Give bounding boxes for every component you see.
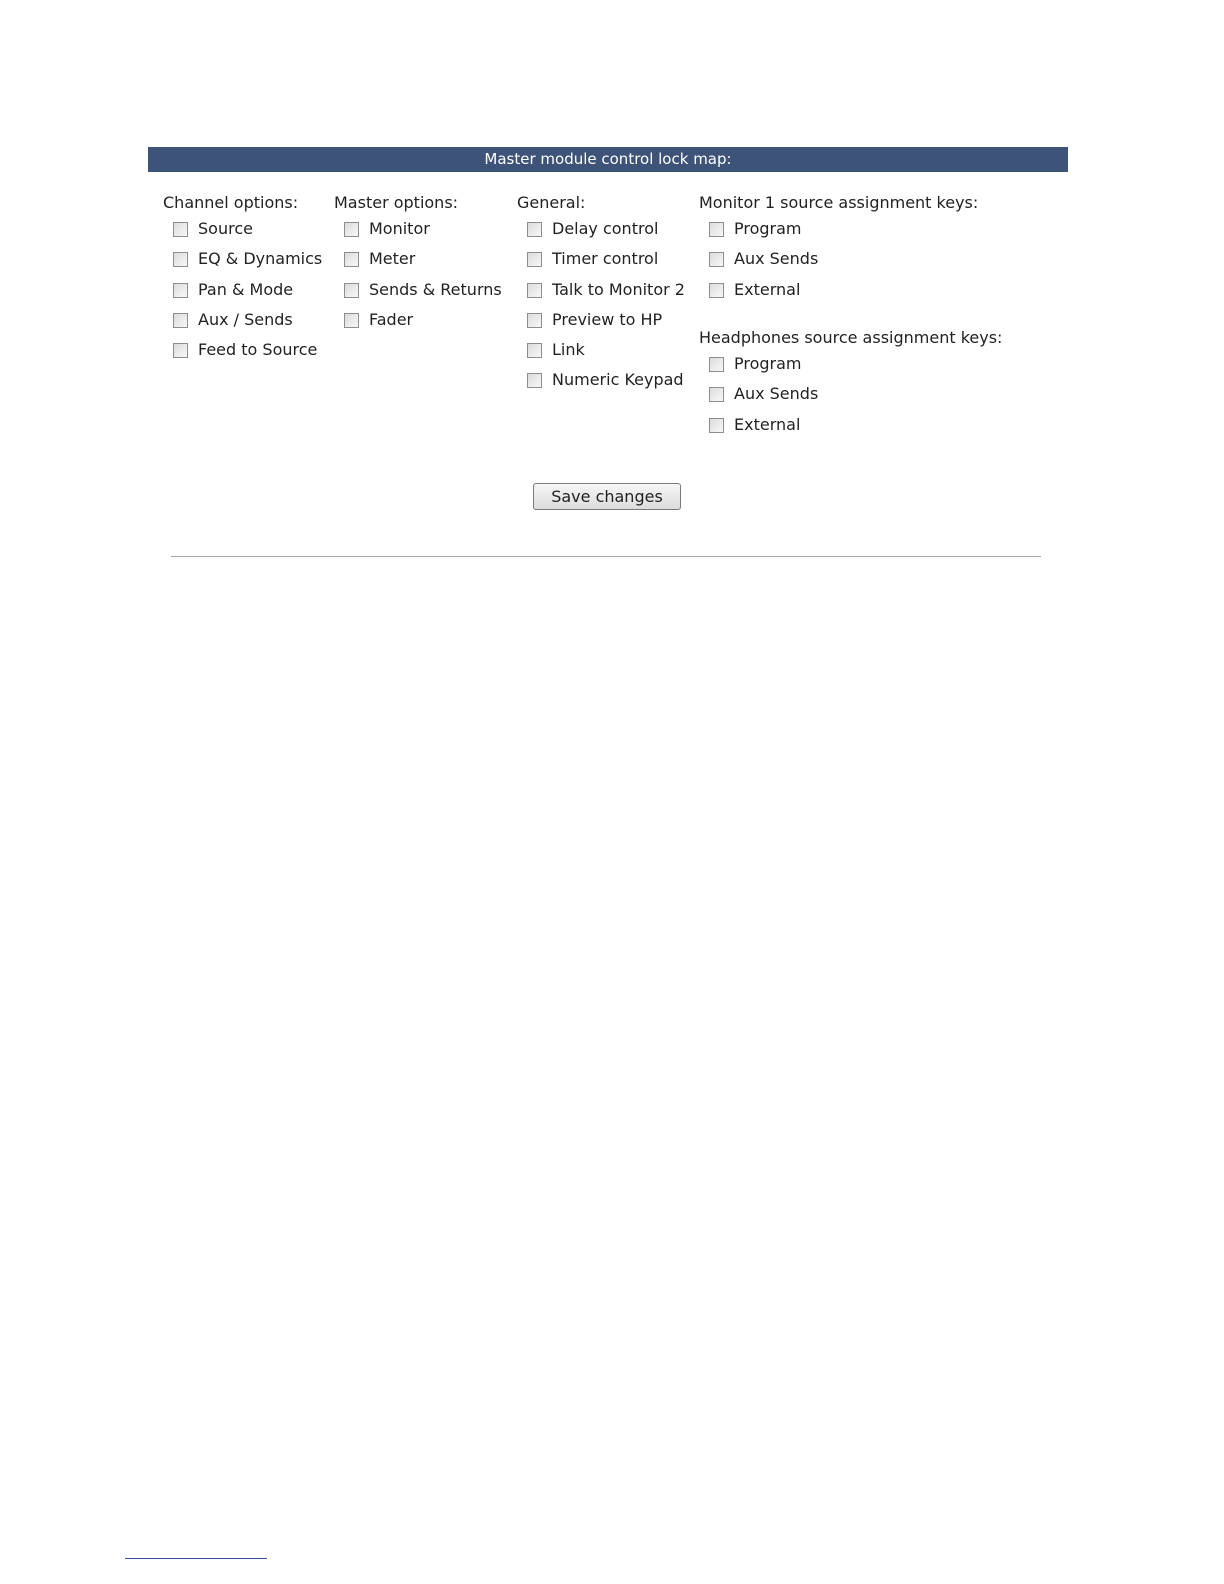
monitor1-source-group: [699, 193, 978, 310]
option-monitor1-aux-sends[interactable]: [709, 249, 978, 279]
talk-to-monitor-2-checkbox[interactable]: [527, 283, 542, 298]
section-divider: [171, 556, 1041, 557]
preview-to-hp-checkbox[interactable]: [527, 313, 542, 328]
option-label: Numeric Keypad: [552, 370, 684, 390]
option-label: Pan & Mode: [198, 279, 294, 299]
group-title: Headphones source assignment keys:: [699, 328, 1003, 347]
eq-dynamics-checkbox[interactable]: [173, 252, 188, 267]
group-title: Master options:: [334, 193, 459, 212]
group-title: General:: [517, 193, 586, 212]
channel-options-group: [163, 193, 322, 370]
sends-returns-checkbox[interactable]: [344, 283, 359, 298]
option-label: Talk to Monitor 2: [552, 279, 685, 299]
option-label: Aux / Sends: [198, 309, 293, 329]
monitor1-program-checkbox[interactable]: [709, 222, 724, 237]
feed-to-source-checkbox[interactable]: [173, 343, 188, 358]
option-numeric-keypad[interactable]: [527, 370, 685, 400]
headphones-program-checkbox[interactable]: [709, 357, 724, 372]
headphones-aux-sends-checkbox[interactable]: [709, 387, 724, 402]
option-label: Timer control: [552, 249, 659, 269]
option-headphones-external[interactable]: [709, 415, 1002, 445]
option-label: Program: [734, 354, 802, 373]
option-label: Feed to Source: [198, 340, 318, 360]
option-preview-to-hp[interactable]: [527, 310, 685, 340]
option-label: Aux Sends: [734, 384, 819, 404]
option-label: Source: [198, 219, 253, 238]
save-changes-button[interactable]: Save changes: [533, 483, 681, 510]
option-label: Fader: [369, 309, 414, 329]
option-label: External: [734, 414, 801, 434]
master-options-group: [334, 193, 502, 340]
source-checkbox[interactable]: [173, 222, 188, 237]
meter-checkbox[interactable]: [344, 252, 359, 267]
monitor-checkbox[interactable]: [344, 222, 359, 237]
option-meter[interactable]: [344, 249, 502, 279]
monitor1-aux-sends-checkbox[interactable]: [709, 252, 724, 267]
option-label: EQ & Dynamics: [198, 249, 323, 269]
option-feed-to-source[interactable]: [173, 340, 322, 370]
option-talk-to-monitor-2[interactable]: [527, 280, 685, 310]
pan-mode-checkbox[interactable]: [173, 283, 188, 298]
option-sends-returns[interactable]: [344, 280, 502, 310]
option-label: Program: [734, 219, 802, 238]
option-label: Link: [552, 340, 585, 360]
option-source[interactable]: [173, 219, 322, 249]
option-link[interactable]: [527, 340, 685, 370]
link-checkbox[interactable]: [527, 343, 542, 358]
option-fader[interactable]: [344, 310, 502, 340]
option-headphones-program[interactable]: [709, 354, 1002, 384]
control-lock-panel: [148, 147, 1068, 172]
footnote-rule: [125, 1558, 267, 1559]
option-monitor1-external[interactable]: [709, 280, 978, 310]
option-monitor1-program[interactable]: [709, 219, 978, 249]
option-aux-sends[interactable]: [173, 310, 322, 340]
monitor1-external-checkbox[interactable]: [709, 283, 724, 298]
option-label: Delay control: [552, 219, 659, 238]
option-label: Preview to HP: [552, 309, 663, 329]
option-delay-control[interactable]: [527, 219, 685, 249]
option-label: Monitor: [369, 219, 430, 238]
panel-title: Master module control lock map:: [148, 147, 1068, 172]
option-monitor[interactable]: [344, 219, 502, 249]
option-eq-dynamics[interactable]: [173, 249, 322, 279]
general-options-group: [517, 193, 685, 401]
delay-control-checkbox[interactable]: [527, 222, 542, 237]
option-timer-control[interactable]: [527, 249, 685, 279]
headphones-external-checkbox[interactable]: [709, 418, 724, 433]
option-headphones-aux-sends[interactable]: [709, 384, 1002, 414]
headphones-source-group: [699, 328, 1002, 445]
option-label: Aux Sends: [734, 249, 819, 269]
numeric-keypad-checkbox[interactable]: [527, 373, 542, 388]
group-title: Channel options:: [163, 193, 299, 212]
option-label: External: [734, 279, 801, 299]
aux-sends-checkbox[interactable]: [173, 313, 188, 328]
timer-control-checkbox[interactable]: [527, 252, 542, 267]
option-label: Meter: [369, 249, 416, 269]
fader-checkbox[interactable]: [344, 313, 359, 328]
group-title: Monitor 1 source assignment keys:: [699, 193, 979, 212]
option-label: Sends & Returns: [369, 279, 502, 299]
option-pan-mode[interactable]: [173, 280, 322, 310]
